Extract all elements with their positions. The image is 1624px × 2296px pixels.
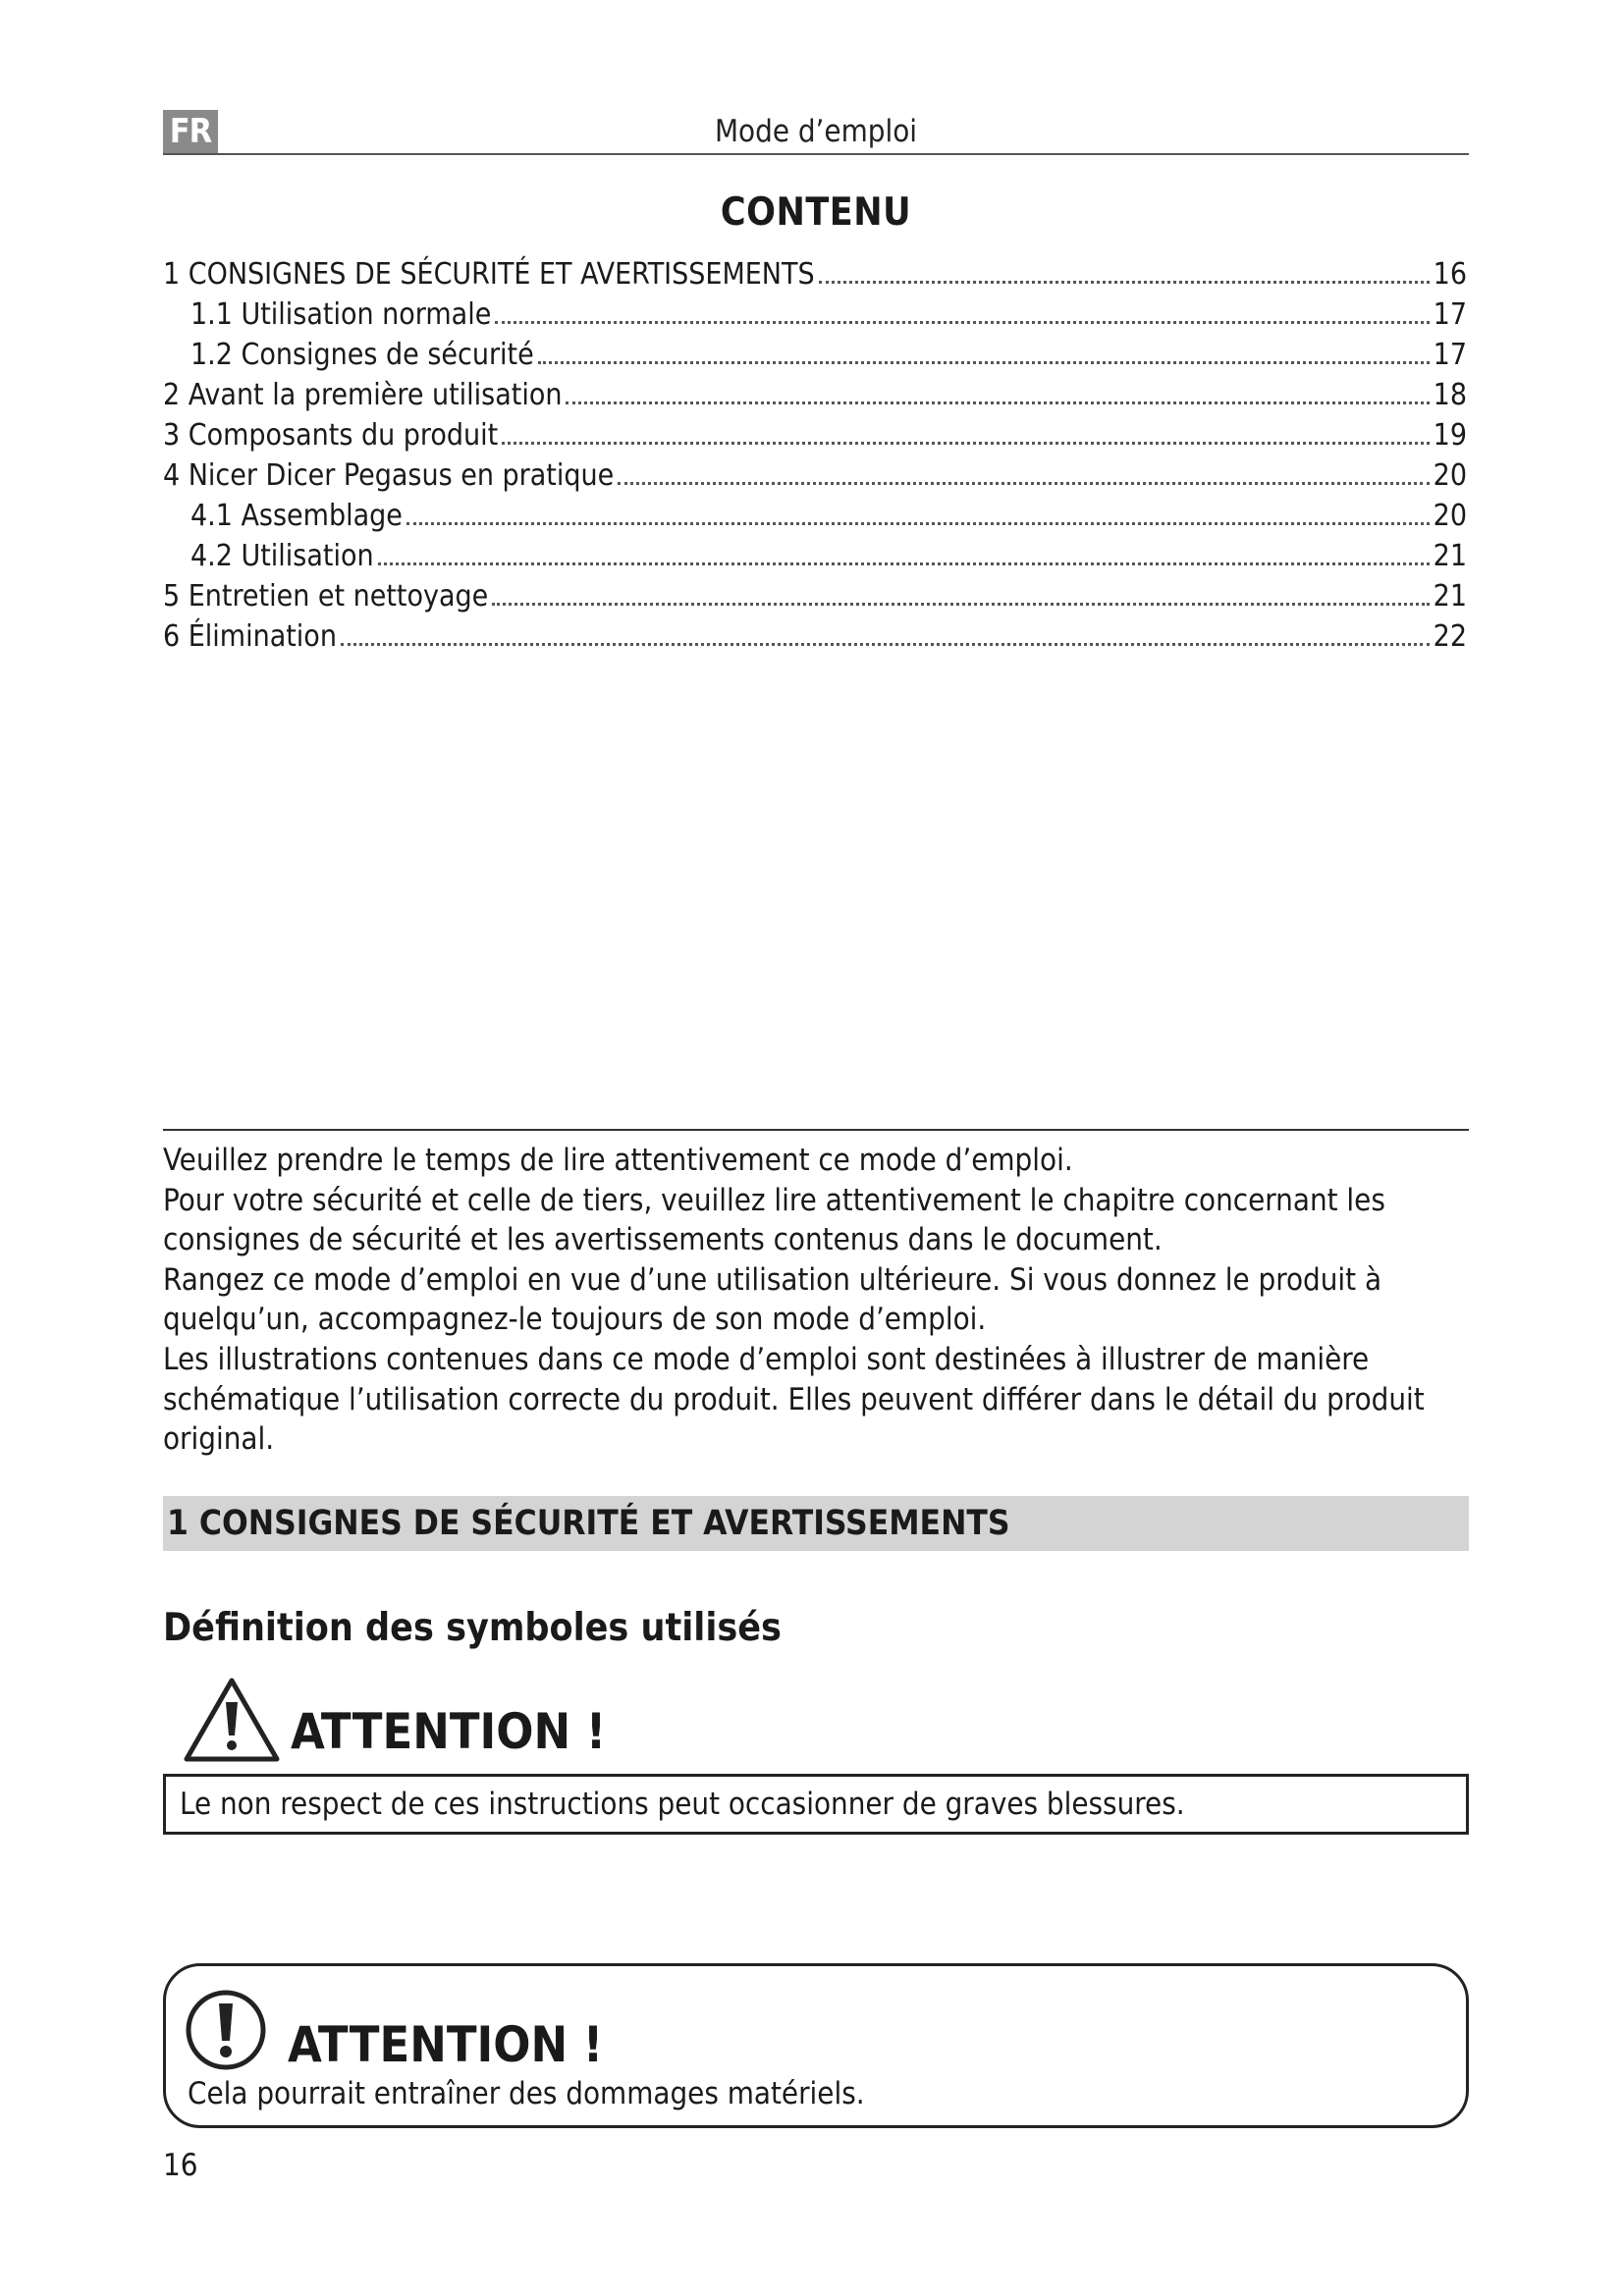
toc-leader-dots: [566, 400, 1429, 404]
toc-entry[interactable]: [163, 254, 1467, 294]
toc-entry[interactable]: [163, 294, 1467, 335]
toc-entry[interactable]: [163, 496, 1467, 536]
intro-paragraph: Pour votre sécurité et celle de tiers, veuillez lire attentivement le chapitre concernant les consignes de sécurité et les avertissements contenus dans le document.: [163, 1182, 1385, 1258]
section-heading: 1 CONSIGNES DE SÉCURITÉ ET AVERTISSEMENTS: [163, 1496, 1469, 1551]
toc-leader-dots: [502, 441, 1429, 445]
warning-box: [163, 1774, 1469, 1835]
toc-leader-dots: [618, 481, 1429, 485]
notice-title: ATTENTION !: [288, 2016, 604, 2073]
toc-entry[interactable]: [163, 536, 1467, 576]
toc-entry-label: 6 Élimination: [163, 619, 337, 654]
intro-paragraph: Rangez ce mode d’emploi en vue d’une utilisation ultérieure. Si vous donnez le produit à quelqu’un, accompagnez-le toujours de son mode d’emploi.: [163, 1261, 1382, 1338]
toc-entry-label: 1.2 Consignes de sécurité: [190, 338, 534, 372]
toc-leader-dots: [378, 561, 1430, 565]
toc-entry-label: 2 Avant la première utilisation: [163, 378, 563, 412]
toc-entry-label: 4 Nicer Dicer Pegasus en pratique: [163, 458, 615, 493]
intro-paragraph: Les illustrations contenues dans ce mode d’emploi sont destinées à illustrer de manière schématique l’utilisation correcte du produit. Elles peuvent différer dans le détail du produit original.: [163, 1341, 1425, 1458]
toc-entry-page: 20: [1433, 458, 1467, 493]
warning-title: ATTENTION !: [291, 1703, 607, 1760]
toc-entry-label: 1 CONSIGNES DE SÉCURITÉ ET AVERTISSEMENTS: [163, 257, 815, 292]
toc-entry-label: 1.1 Utilisation normale: [190, 297, 492, 332]
toc-entry[interactable]: [163, 576, 1467, 616]
toc-entry[interactable]: [163, 455, 1467, 496]
toc-entry-page: 16: [1433, 257, 1467, 292]
toc-entry-page: 17: [1433, 297, 1467, 332]
toc-entry-page: 19: [1433, 418, 1467, 453]
toc-entry-page: 21: [1433, 539, 1467, 573]
toc-title: CONTENU: [720, 190, 912, 235]
toc-leader-dots: [341, 642, 1430, 646]
toc-entry[interactable]: [163, 375, 1467, 415]
toc-entry-page: 22: [1433, 619, 1467, 654]
toc-entry[interactable]: [163, 335, 1467, 375]
toc-entry-page: 17: [1433, 338, 1467, 372]
toc-entry-label: 4.1 Assemblage: [190, 499, 403, 533]
toc-leader-dots: [495, 320, 1429, 324]
toc-entry-label: 4.2 Utilisation: [190, 539, 374, 573]
header-title: Mode d’emploi: [714, 114, 918, 149]
table-of-contents: [163, 254, 1467, 657]
toc-leader-dots: [538, 360, 1430, 364]
toc-entry-page: 18: [1433, 378, 1467, 412]
page-number: 16: [163, 2148, 198, 2183]
symbols-heading: Définition des symboles utilisés: [163, 1606, 782, 1650]
page-header: [163, 110, 1469, 155]
warning-text: Le non respect de ces instructions peut occasionner de graves blessures.: [180, 1787, 1185, 1822]
toc-leader-dots: [492, 602, 1429, 606]
toc-entry-page: 20: [1433, 499, 1467, 533]
toc-leader-dots: [406, 521, 1430, 525]
toc-entry-label: 3 Composants du produit: [163, 418, 499, 453]
language-badge: FR: [163, 110, 218, 153]
notice-text: Cela pourrait entraîner des dommages matériels.: [188, 2076, 865, 2111]
toc-entry[interactable]: [163, 616, 1467, 657]
toc-entry-label: 5 Entretien et nettoyage: [163, 579, 489, 614]
warning-triangle-icon: [183, 1677, 281, 1763]
toc-entry[interactable]: [163, 415, 1467, 455]
intro-paragraph: Veuillez prendre le temps de lire attentivement ce mode d’emploi.: [163, 1143, 1073, 1178]
notice-box: [163, 1963, 1469, 2128]
toc-entry-page: 21: [1433, 579, 1467, 614]
exclamation-circle-icon: [184, 1988, 268, 2072]
intro-text: [163, 1141, 1469, 1460]
toc-leader-dots: [819, 280, 1430, 284]
intro-divider: [163, 1129, 1469, 1131]
